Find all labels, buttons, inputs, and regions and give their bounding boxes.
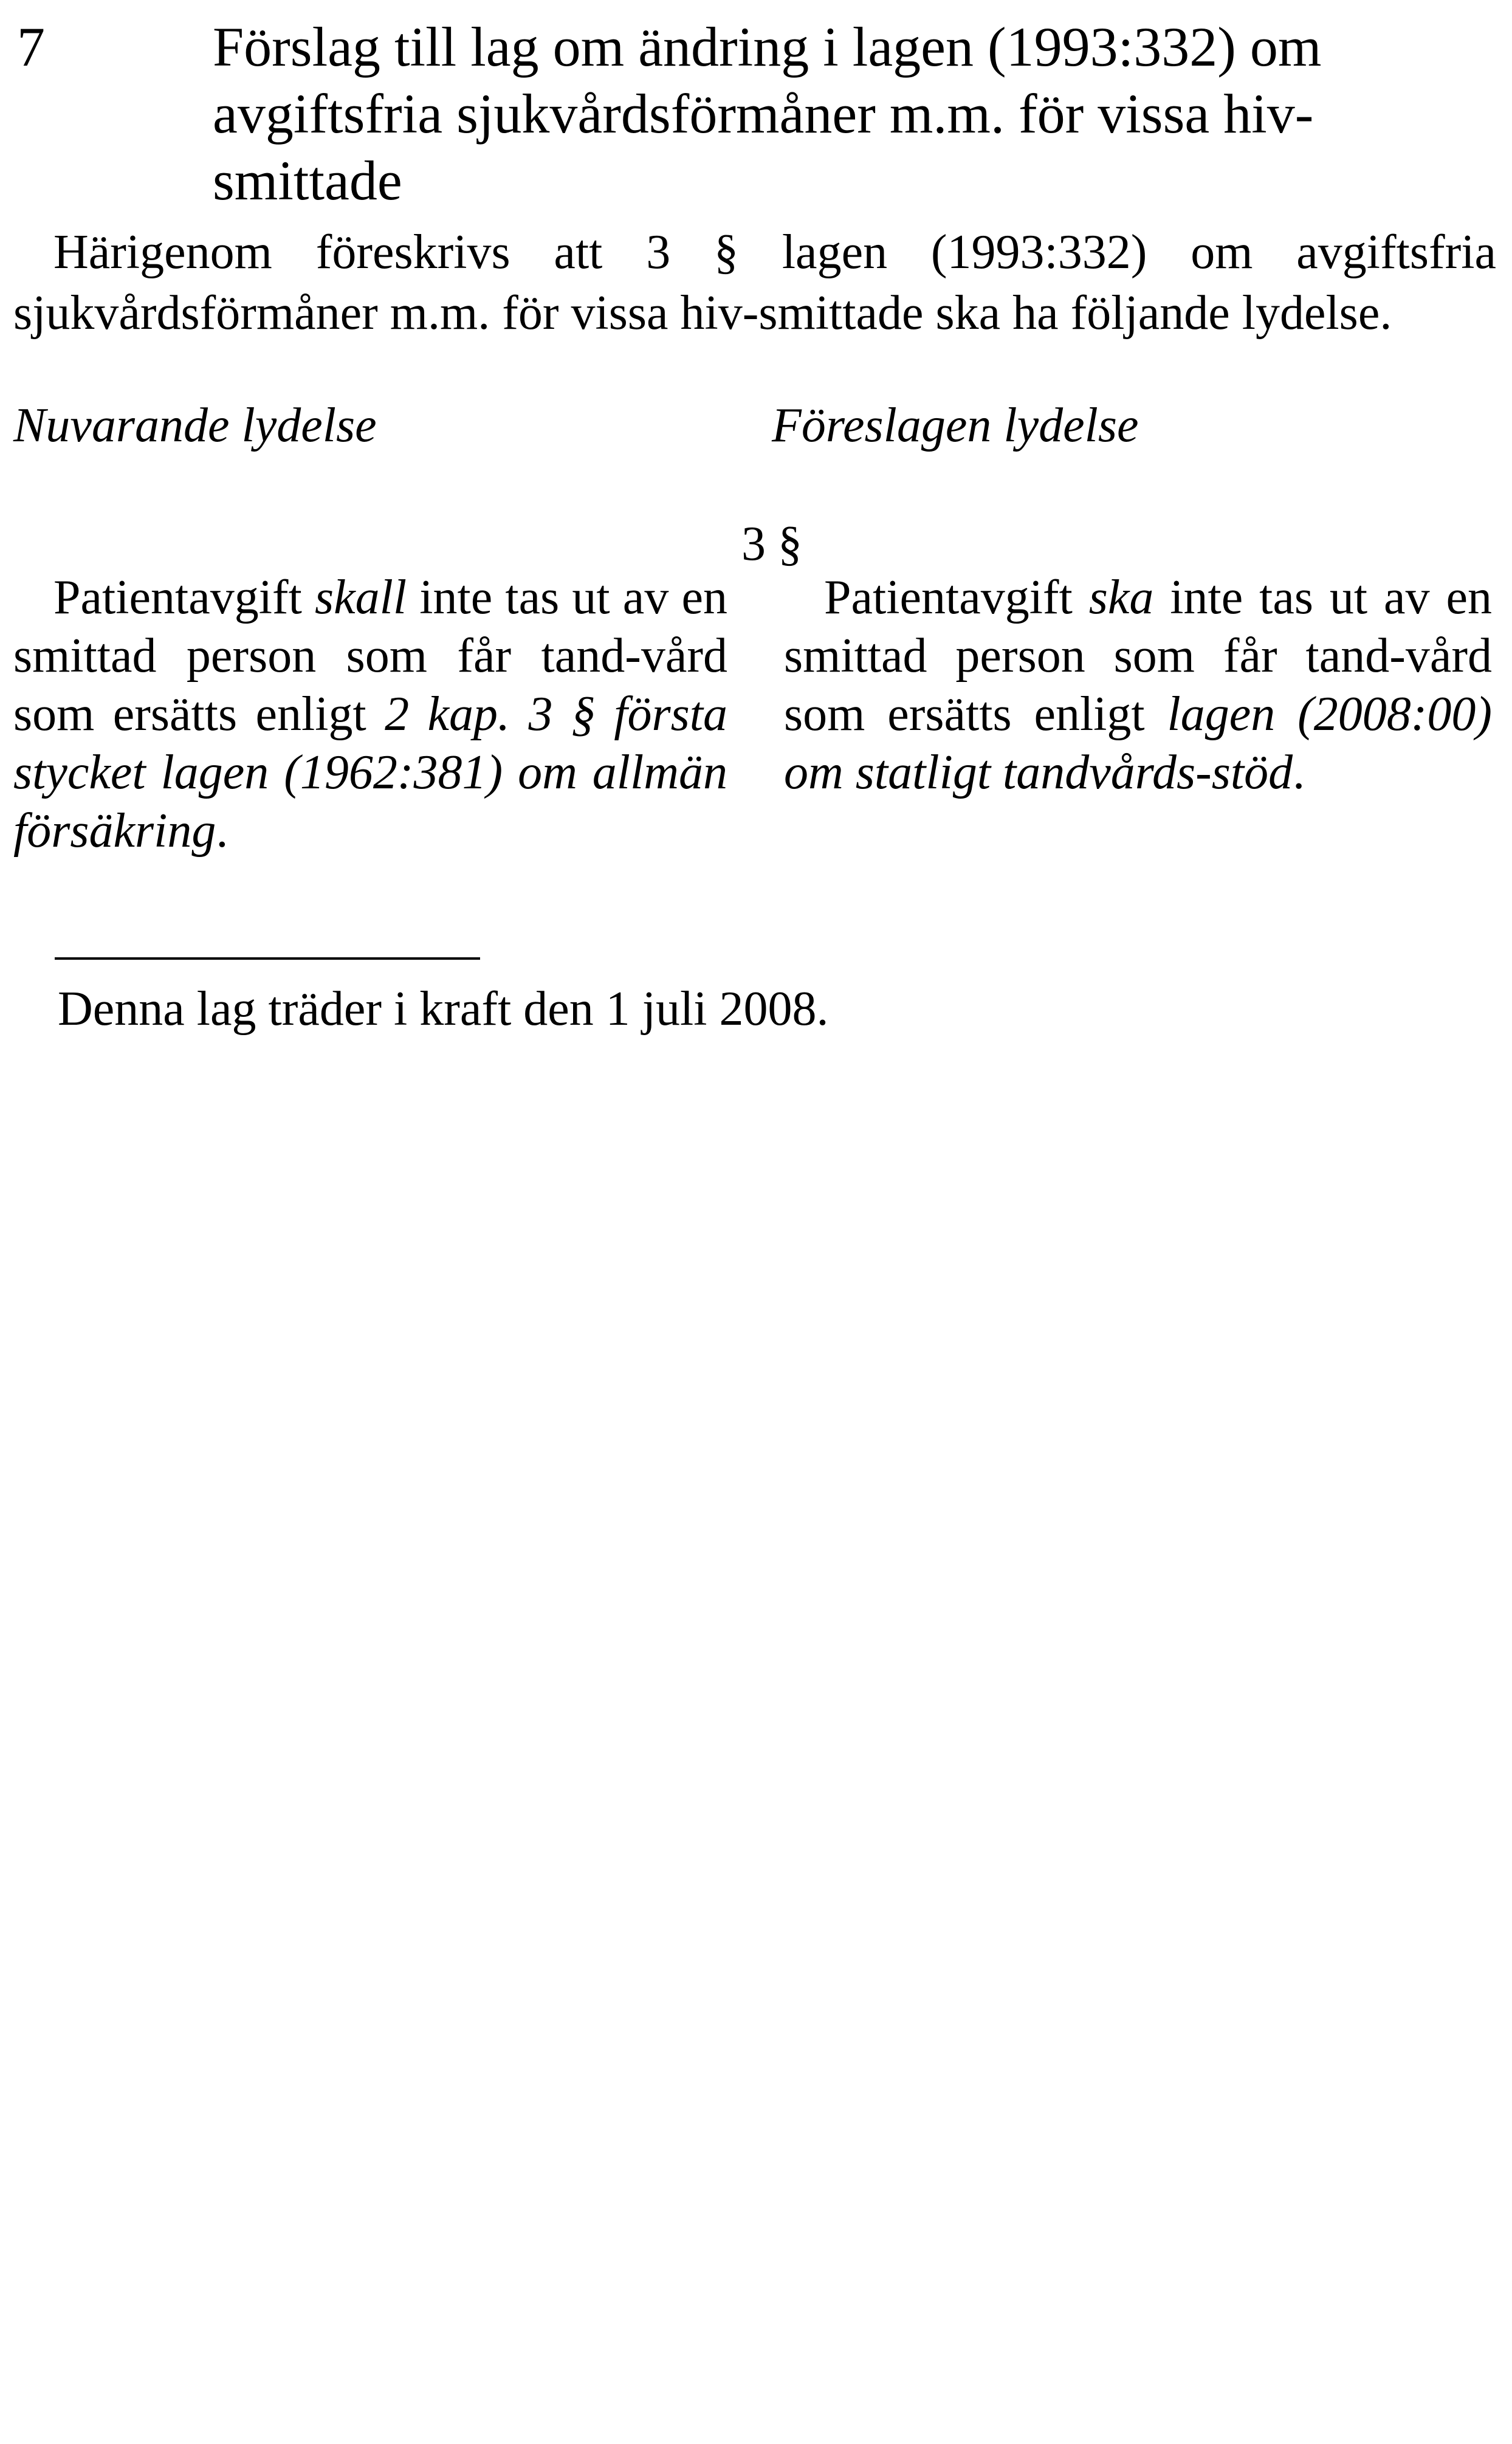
proposed-text-emph1: ska [1088, 571, 1154, 624]
footnote: Denna lag träder i kraft den 1 juli 2008. [58, 982, 829, 1036]
proposed-wording-text [784, 568, 1492, 802]
current-text-part3: . [216, 804, 229, 858]
intro-paragraph: Härigenom föreskrivs att 3 § lagen (1993:332) om avgiftsfria sjukvårdsförmåner m.m. för vissa hiv-smittade ska ha följande lydelse. [13, 225, 1496, 340]
current-text-emph2: 2 kap. 3 § första stycket lagen (1962:381) om allmän försäkring [13, 687, 727, 858]
proposed-text-part2: inte tas ut av en smittad person som får tand-vård som ersätts enligt [784, 571, 1492, 741]
heading-title: Förslag till lag om ändring i lagen (1993:332) om avgiftsfria sjukvårdsförmåner m.m. för vissa hiv-smittade [213, 16, 1322, 212]
footnote-divider [55, 957, 480, 960]
current-wording-header: Nuvarande lydelse [13, 399, 377, 452]
proposed-text-part1: Patientavgift [824, 571, 1089, 624]
current-text-part1: Patientavgift [53, 571, 315, 624]
current-wording-text [13, 568, 727, 860]
proposed-wording-header: Föreslagen lydelse [772, 399, 1139, 452]
proposed-text-emph2: lagen (2008:00) om statligt tandvårds-stöd [784, 687, 1493, 799]
heading-number: 7 [17, 16, 45, 78]
section-mark: 3 § [741, 517, 802, 571]
proposed-text-part3: . [1293, 746, 1305, 799]
current-text-part2: inte tas ut av en smittad person som får tand-vård som ersätts enligt [13, 571, 727, 741]
current-text-emph1: skall [314, 571, 407, 624]
